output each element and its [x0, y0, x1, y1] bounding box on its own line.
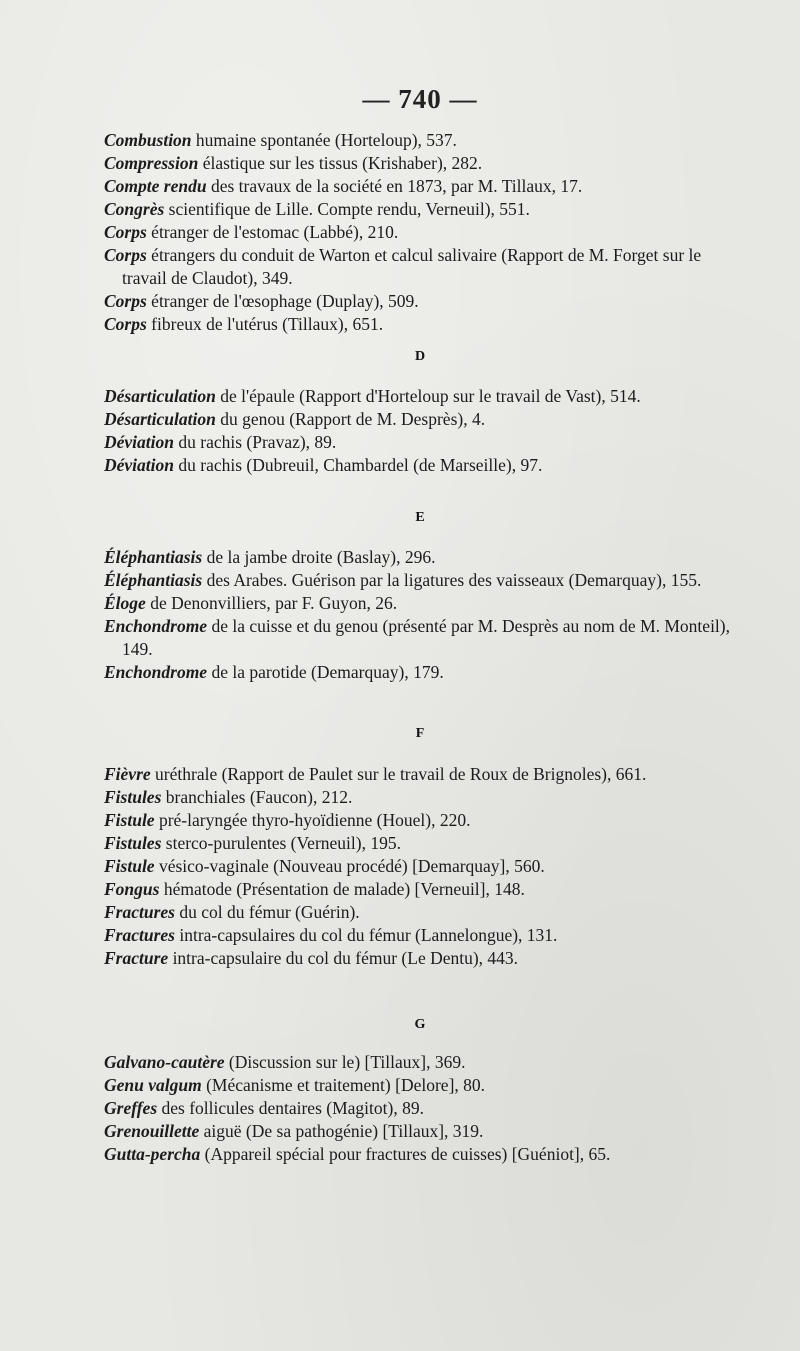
index-entry [104, 221, 744, 244]
index-entry [104, 924, 744, 947]
index-entry [104, 763, 744, 786]
index-entry-term: Éléphantiasis [104, 570, 203, 590]
index-entry-term: Fractures [104, 925, 175, 945]
index-entry-text: du rachis (Dubreuil, Chambardel (de Marseille), 97. [174, 455, 543, 475]
index-entry [104, 786, 744, 809]
index-entry-text: des Arabes. Guérison par la ligatures des vaisseaux (Demarquay), 155. [202, 570, 702, 590]
index-entry [104, 1143, 744, 1166]
index-entry-text: scientifique de Lille. Compte rendu, Verneuil), 551. [164, 199, 530, 219]
index-entry-term: Gutta-percha [104, 1144, 201, 1164]
index-entry [104, 408, 744, 431]
index-entry [104, 1051, 744, 1074]
index-entry-text: vésico-vaginale (Nouveau procédé) [Demarquay], 560. [154, 856, 545, 876]
index-entry-term: Fongus [104, 879, 160, 899]
index-section-e [104, 546, 744, 684]
index-entry-text: humaine spontanée (Horteloup), 537. [191, 130, 457, 150]
index-entry [104, 385, 744, 408]
index-entry-term: Corps [104, 291, 147, 311]
index-entry-term: Fistule [104, 856, 155, 876]
index-entry [104, 832, 744, 855]
page-number: — 740 — [362, 84, 478, 114]
index-entry-text: uréthrale (Rapport de Paulet sur le travail de Roux de Brignoles), 661. [150, 764, 647, 784]
index-entry-text: (Appareil spécial pour fractures de cuisses) [Guéniot], 65. [200, 1144, 611, 1164]
index-entry [104, 313, 744, 336]
index-entry-text: des follicules dentaires (Magitot), 89. [157, 1098, 424, 1118]
index-section-f [104, 763, 744, 970]
index-entry-text: pré-laryngée thyro-hyoïdienne (Houel), 220. [154, 810, 471, 830]
index-entry [104, 129, 744, 152]
index-entry-term: Greffes [104, 1098, 158, 1118]
index-entry-text: étranger de l'œsophage (Duplay), 509. [146, 291, 419, 311]
index-entry-term: Genu valgum [104, 1075, 202, 1095]
index-entry-term: Combustion [104, 130, 192, 150]
index-entry-text: hématode (Présentation de malade) [Verneuil], 148. [159, 879, 525, 899]
index-entry [104, 454, 744, 477]
index-entry-term: Enchondrome [104, 616, 208, 636]
index-entry-term: Compte rendu [104, 176, 207, 196]
index-entry-term: Éloge [104, 593, 146, 613]
index-entry-term: Fracture [104, 948, 169, 968]
index-entry [104, 878, 744, 901]
index-entry [104, 431, 744, 454]
index-entry-term: Désarticulation [104, 386, 216, 406]
index-entry [104, 1120, 744, 1143]
index-section-d [104, 385, 744, 477]
index-entry-term: Compression [104, 153, 199, 173]
index-entry-term: Fistules [104, 833, 162, 853]
index-entry-text: du genou (Rapport de M. Desprès), 4. [215, 409, 486, 429]
index-entry-text: de la cuisse et du genou (présenté par M. Desprès au nom de M. Monteil), 149. [122, 616, 730, 659]
index-section-c [104, 129, 744, 336]
index-entry-text: (Discussion sur le) [Tillaux], 369. [224, 1052, 466, 1072]
index-entry-text: du col du fémur (Guérin). [174, 902, 360, 922]
section-heading-e: E [415, 510, 425, 525]
index-entry [104, 661, 744, 684]
index-entry-text: du rachis (Pravaz), 89. [174, 432, 337, 452]
index-entry-term: Éléphantiasis [104, 547, 203, 567]
index-entry-term: Corps [104, 245, 147, 265]
index-entry-term: Déviation [104, 432, 174, 452]
index-entry-text: (Mécanisme et traitement) [Delore], 80. [201, 1075, 486, 1095]
index-entry [104, 546, 744, 569]
index-entry-text: de Denonvilliers, par F. Guyon, 26. [145, 593, 398, 613]
index-entry-text: de la jambe droite (Baslay), 296. [202, 547, 436, 567]
index-entry-term: Corps [104, 222, 147, 242]
index-entry-text: des travaux de la société en 1873, par M. Tillaux, 17. [206, 176, 583, 196]
index-entry-term: Fractures [104, 902, 175, 922]
index-entry [104, 809, 744, 832]
index-entry [104, 592, 744, 615]
index-entry [104, 615, 744, 661]
index-entry-text: étrangers du conduit de Warton et calcul salivaire (Rapport de M. Forget sur le travail de Claudot), 349. [122, 245, 702, 288]
index-entry-text: élastique sur les tissus (Krishaber), 282. [198, 153, 483, 173]
index-entry-text: intra-capsulaires du col du fémur (Lannelongue), 131. [174, 925, 558, 945]
index-entry-term: Fistules [104, 787, 162, 807]
index-section-g [104, 1051, 744, 1166]
index-entry-text: sterco-purulentes (Verneuil), 195. [161, 833, 401, 853]
index-entry-term: Désarticulation [104, 409, 216, 429]
index-entry-text: branchiales (Faucon), 212. [161, 787, 353, 807]
index-entry-term: Fistule [104, 810, 155, 830]
index-entry [104, 1097, 744, 1120]
index-entry [104, 244, 744, 290]
index-entry-term: Congrès [104, 199, 165, 219]
index-entry [104, 198, 744, 221]
index-entry [104, 152, 744, 175]
index-entry-text: fibreux de l'utérus (Tillaux), 651. [146, 314, 384, 334]
index-entry [104, 947, 744, 970]
section-heading-f: F [415, 726, 425, 741]
index-entry [104, 855, 744, 878]
index-entry-text: intra-capsulaire du col du fémur (Le Dentu), 443. [168, 948, 519, 968]
index-entry-term: Corps [104, 314, 147, 334]
index-entry-text: aiguë (De sa pathogénie) [Tillaux], 319. [199, 1121, 484, 1141]
index-entry-term: Grenouillette [104, 1121, 200, 1141]
index-entry [104, 175, 744, 198]
index-entry-term: Fièvre [104, 764, 151, 784]
index-entry [104, 1074, 744, 1097]
index-entry-text: de l'épaule (Rapport d'Horteloup sur le travail de Vast), 514. [215, 386, 641, 406]
section-heading-g: G [414, 1017, 426, 1032]
index-entry-term: Déviation [104, 455, 174, 475]
index-entry [104, 569, 744, 592]
index-entry [104, 290, 744, 313]
index-entry-term: Galvano-cautère [104, 1052, 225, 1072]
section-heading-d: D [414, 349, 426, 364]
index-entry-term: Enchondrome [104, 662, 208, 682]
index-entry [104, 901, 744, 924]
index-entry-text: de la parotide (Demarquay), 179. [207, 662, 444, 682]
index-entry-text: étranger de l'estomac (Labbé), 210. [146, 222, 399, 242]
